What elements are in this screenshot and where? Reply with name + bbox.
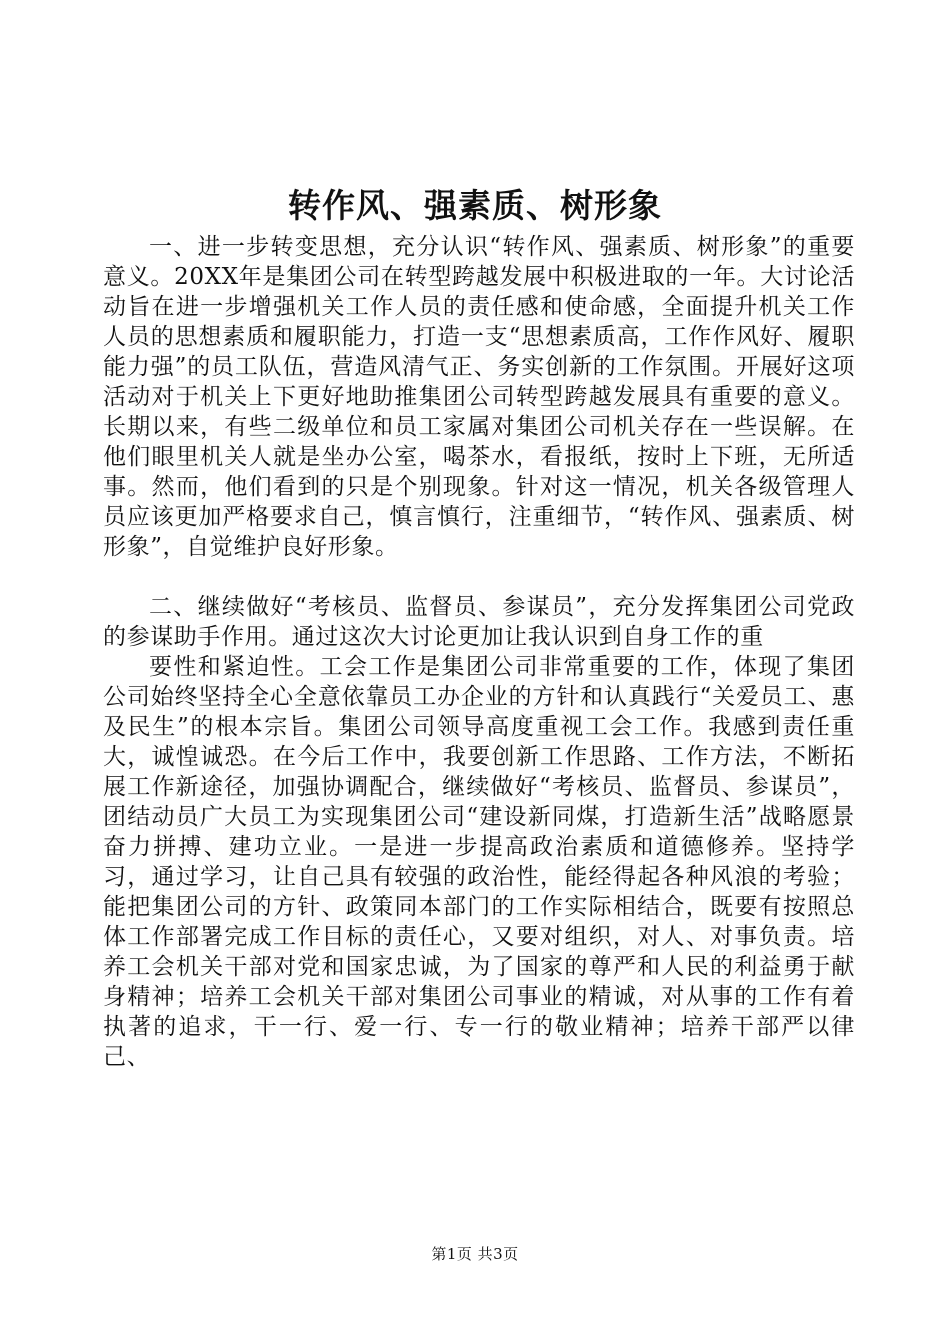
paragraph-1: 一、进一步转变思想，充分认识“转作风、强素质、树形象”的重要意义。20XX年是集团公司在转型跨越发展中积极进取的一年。大讨论活动旨在进一步增强机关工作人员的责任感和使命感，全面提升机关工作人员的思想素质和履职能力，打造一支“思想素质高，工作作风好、履职能力强”的员工队伍，营造风清气正、务实创新的工作氛围。开展好这项活动对于机关上下更好地助推集团公司转型跨越发展具有重要的意义。长期以来，有些二级单位和员工家属对集团公司机关存在一些误解。在他们眼里机关人就是坐办公室，喝茶水，看报纸，按时上下班，无所适事。然而，他们看到的只是个别现象。针对这一情况，机关各级管理人员应该更加严格要求自己，慎言慎行，注重细节，“转作风、强素质、树形象”，自觉维护良好形象。: [103, 234, 855, 560]
paragraph-3: 要性和紧迫性。工会工作是集团公司非常重要的工作，体现了集团公司始终坚持全心全意依靠员工办企业的方针和认真践行“关爱员工、惠及民生”的根本宗旨。集团公司领导高度重视工会工作。我感到责任重大，诚惶诚恐。在今后工作中，我要创新工作思路、工作方法，不断拓展工作新途径，加强协调配合，继续做好“考核员、监督员、参谋员”，团结动员广大员工为实现集团公司“建设新同煤，打造新生活”战略愿景奋力拼搏、建功立业。一是进一步提高政治素质和道德修养。坚持学习，通过学习，让自己具有较强的政治性，能经得起各种风浪的考验；能把集团公司的方针、政策同本部门的工作实际相结合，既要有按照总体工作部署完成工作目标的责任心，又要对组织，对人、对事负责。培养工会机关干部对党和国家忠诚，为了国家的尊严和人民的利益勇于献身精神；培养工会机关干部对集团公司事业的精诚，对从事的工作有着执著的追求，干一行、爱一行、专一行的敬业精神；培养干部严以律己、: [103, 654, 855, 1070]
document-body: [103, 232, 855, 1072]
document-title: 转作风、强素质、树形象: [288, 186, 662, 225]
paragraph-2: 二、继续做好“考核员、监督员、参谋员”，充分发挥集团公司党政的参谋助手作用。通过这次大讨论更加让我认识到自身工作的重: [103, 594, 855, 650]
page-number-footer: 第1页 共3页: [431, 1245, 519, 1263]
